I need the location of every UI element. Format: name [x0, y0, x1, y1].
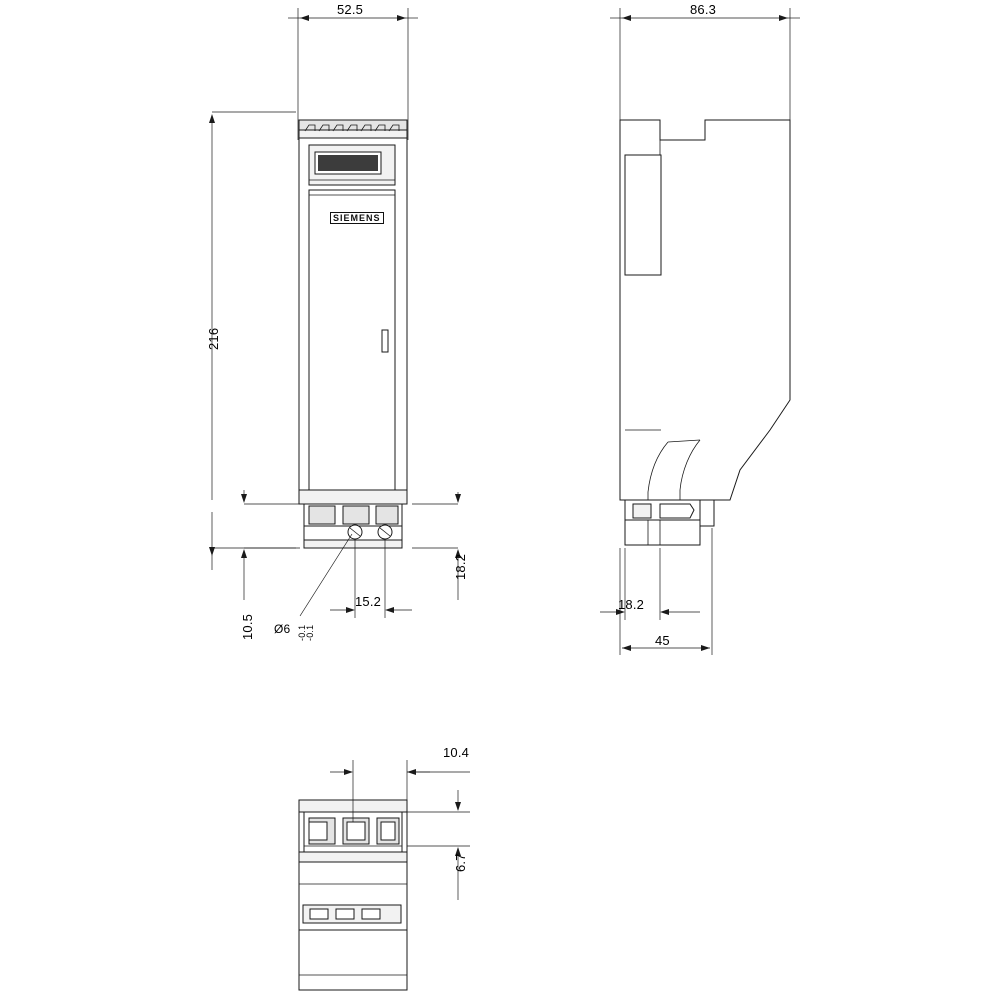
dim-side-depth-86-3: 86.3: [690, 2, 717, 17]
dim-front-width-52-5: 52.5: [337, 2, 364, 17]
dim-side-rail-18-2: 18.2: [618, 597, 645, 612]
dim-bottom-slot-depth-6-7: 6.7: [453, 853, 468, 872]
brand-label: SIEMENS: [330, 212, 384, 224]
dim-hole-tol-upper: -0.1: [297, 624, 307, 641]
dim-front-hole-spacing-15-2: 15.2: [355, 594, 382, 609]
dim-bottom-slot-width-10-4: 10.4: [443, 745, 470, 760]
dim-front-bottom-offset-10-5: 10.5: [240, 613, 255, 640]
dim-side-depth-45: 45: [655, 633, 670, 648]
dim-front-height-216: 216: [206, 327, 221, 350]
dim-hole-diameter: Ø6: [274, 622, 291, 636]
dim-hole-tol-lower: -0.1: [305, 624, 315, 641]
bottom-view-geometry: [299, 800, 407, 990]
side-view-geometry: [610, 8, 800, 545]
front-view-geometry: [288, 8, 418, 548]
dim-front-terminal-18-2: 18.2: [453, 553, 468, 580]
